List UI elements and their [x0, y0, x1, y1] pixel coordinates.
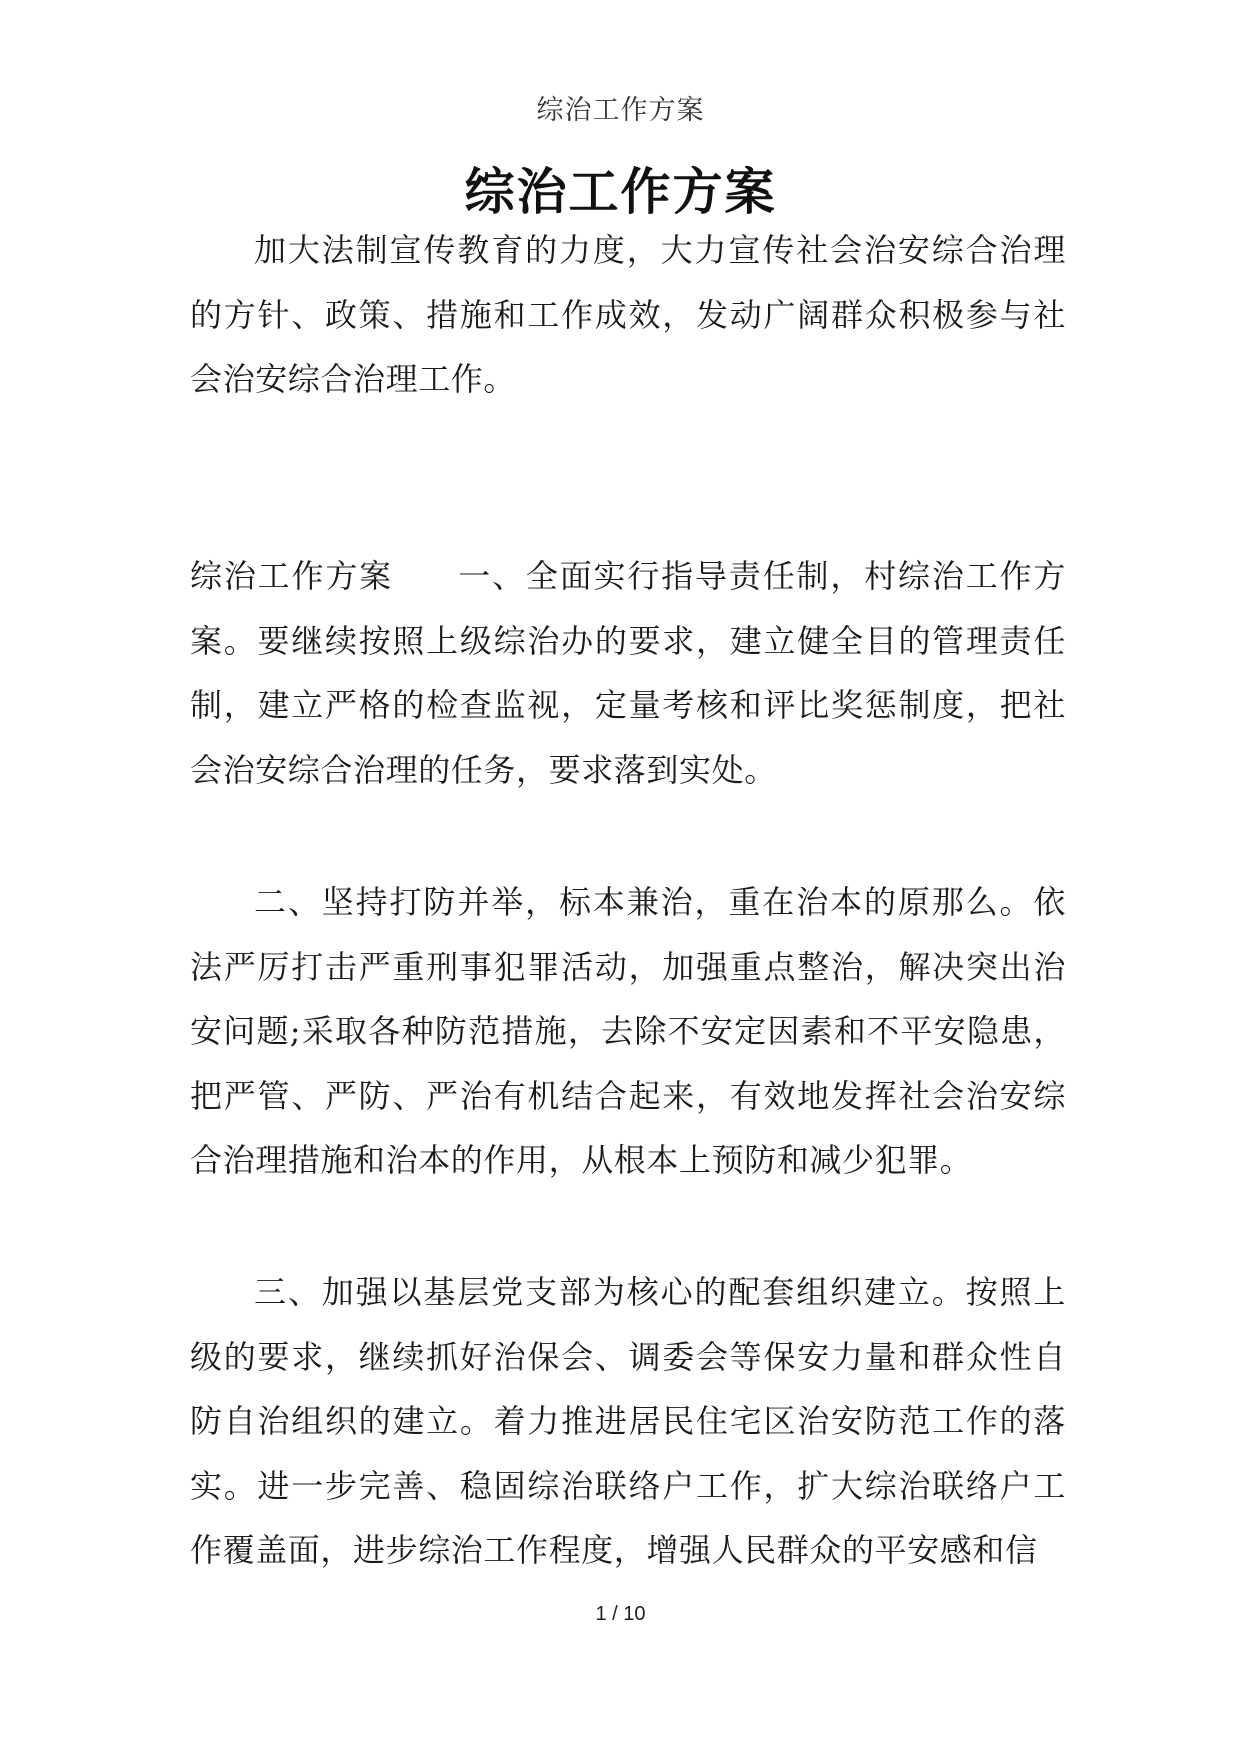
- running-header: 综治工作方案: [536, 95, 705, 126]
- paragraph-section-one: [190, 544, 1066, 802]
- document-title: 综治工作方案: [464, 162, 777, 221]
- paragraph-intro: 加大法制宣传教育的力度，大力宣传社会治安综合治理的方针、政策、措施和工作成效，发动广阔群众积极参与社会治安综合治理工作。: [190, 231, 1066, 398]
- paragraph-section-three: 三、加强以基层党支部为核心的配套组织建立。按照上级的要求，继续抓好治保会、调委会等保安力量和群众性自防自治组织的建立。着力推进居民住宅区治安防范工作的落实。进一步完善、稳固综治联络户工作，扩大综治联络户工作覆盖面，进步综治工作程度，增强人民群众的平安感和信: [190, 1273, 1066, 1569]
- paragraph-section-two: 二、坚持打防并举，标本兼治，重在治本的原那么。依法严厉打击严重刑事犯罪活动，加强重点整治，解决突出治安问题;采取各种防范措施，去除不安定因素和不平安隐患，把严管、严防、严治有机结合起来，有效地发挥社会治安综合治理措施和治本的作用，从根本上预防和减少犯罪。: [190, 883, 1066, 1179]
- paragraph-section-one-text: 一、全面实行指导责任制，村综治工作方案。要继续按照上级综治办的要求，建立健全目的管理责任制，建立严格的检查监视，定量考核和评比奖惩制度，把社会治安综合治理的任务，要求落到实处。: [190, 557, 1066, 789]
- section-label: 综治工作方案: [190, 557, 393, 595]
- page-number: 1 / 10: [595, 1603, 646, 1625]
